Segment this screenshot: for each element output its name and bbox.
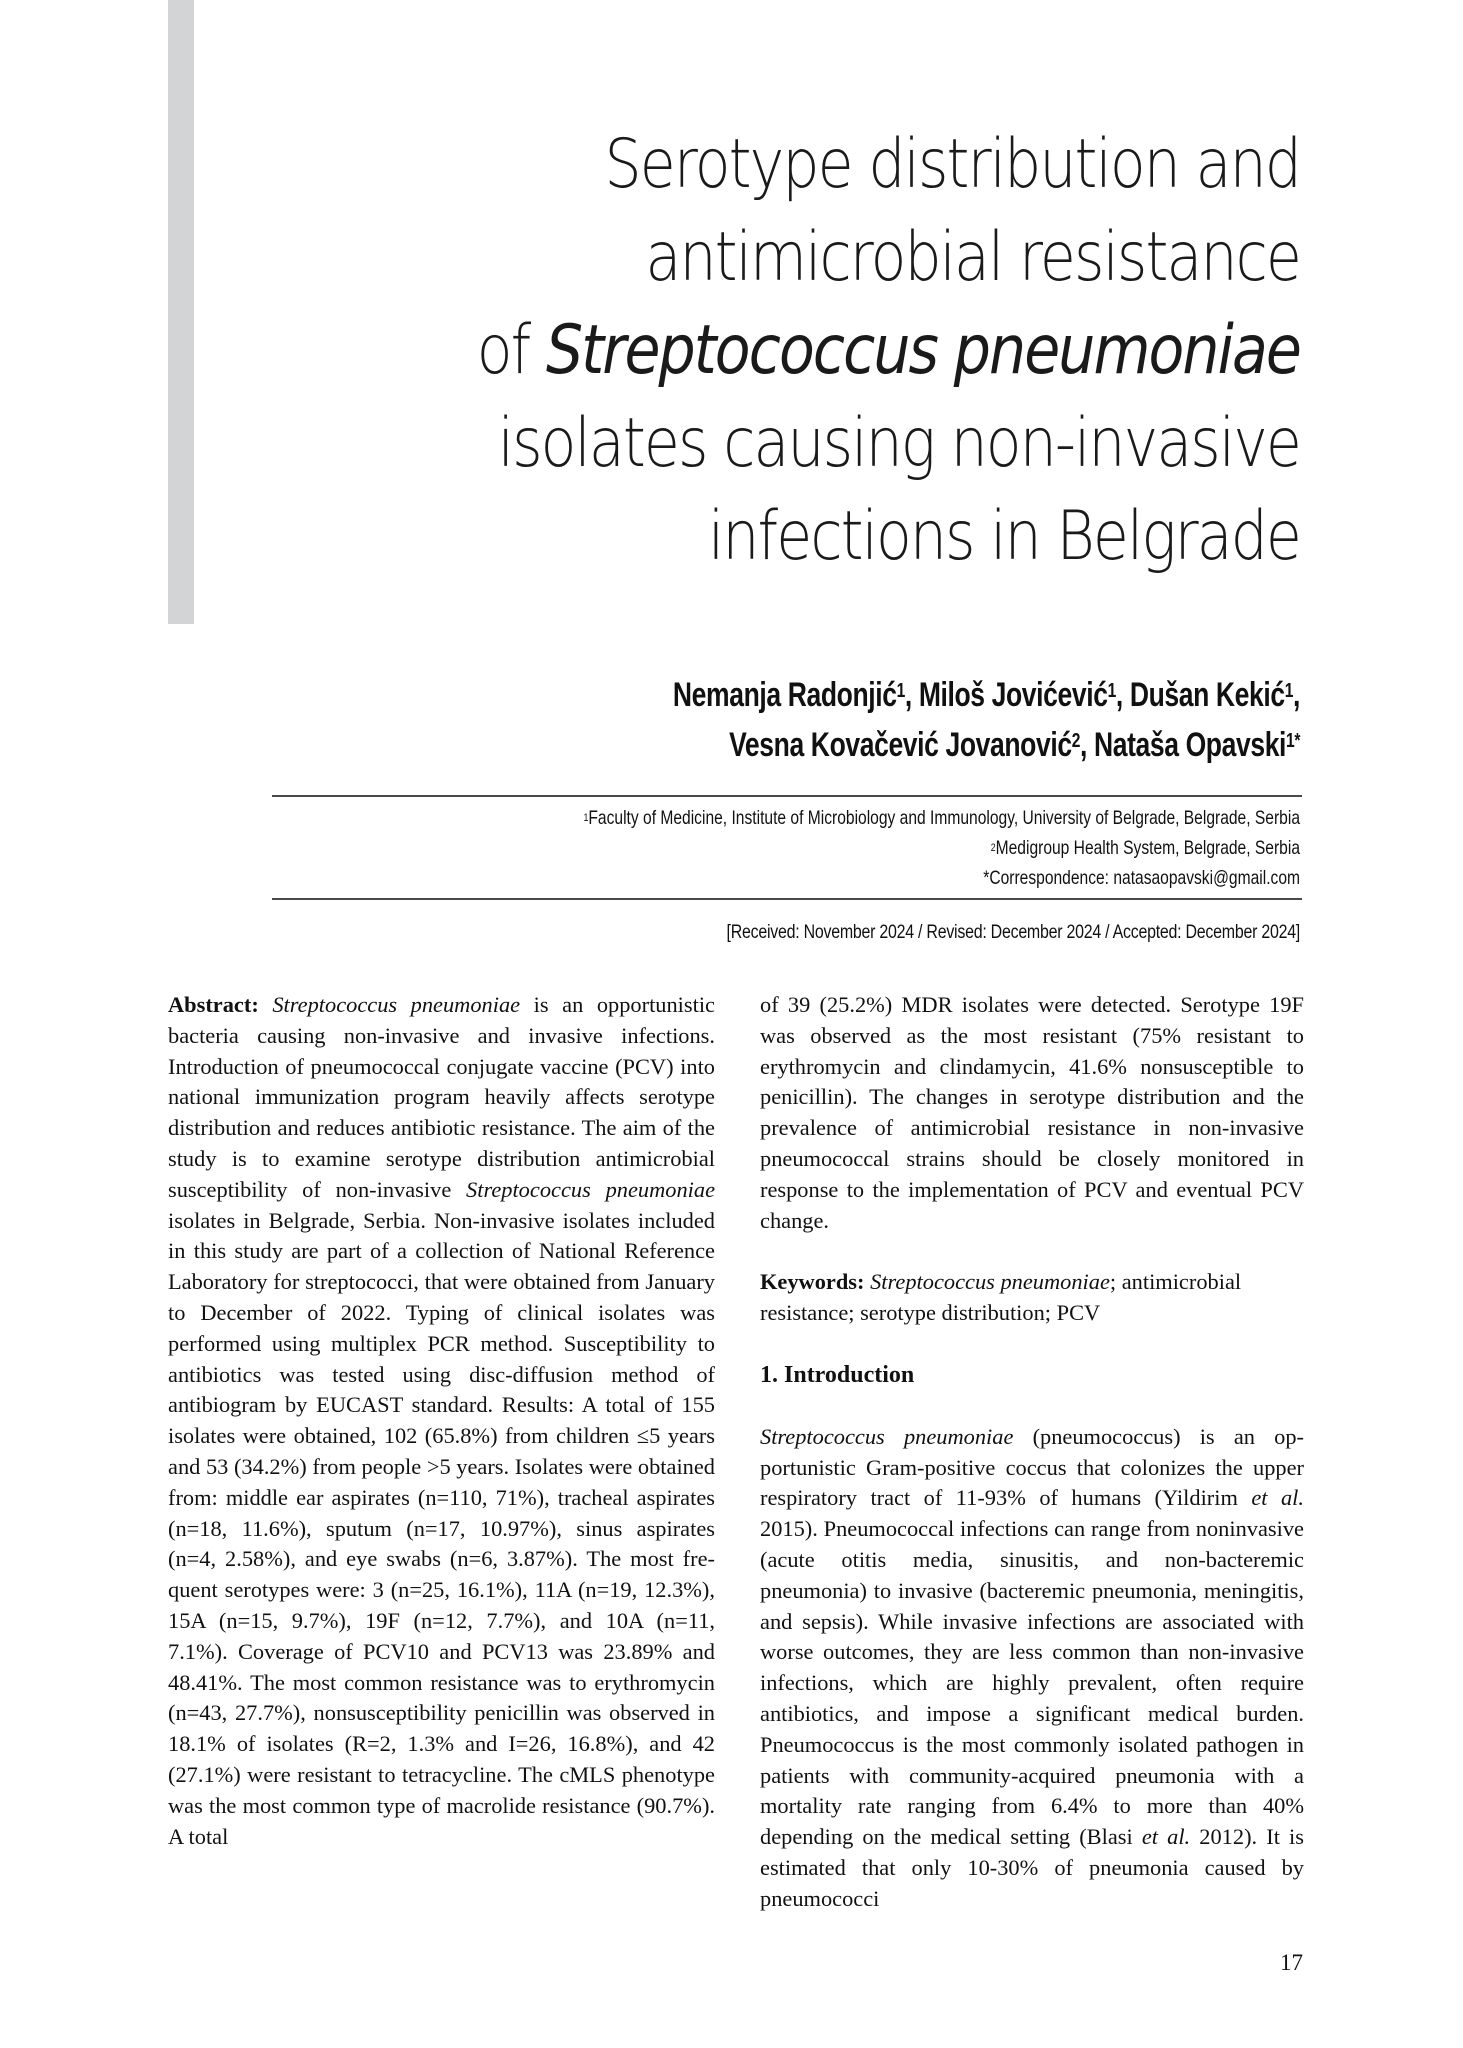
title-line: Serotype distribution and: [604, 125, 1300, 204]
title-line: [440, 304, 1300, 397]
author-separator: ,: [904, 676, 919, 714]
affiliation: [500, 833, 1300, 863]
et-al-italic: et al.: [1141, 1824, 1191, 1850]
page-number: 17: [1280, 1950, 1303, 1975]
author-separator: ,: [1079, 726, 1094, 764]
title-text: of: [476, 311, 547, 390]
author-separator: ,: [1115, 676, 1130, 714]
author-affil-sup: 1: [1107, 680, 1116, 702]
column-right: [760, 990, 1304, 1915]
author-affil-sup: 1: [896, 680, 905, 702]
correspondence: [500, 863, 1300, 893]
author-affil-sup: 2: [1071, 730, 1080, 752]
decorative-side-bar: [168, 0, 194, 624]
species-italic: Streptococcus pneumoniae: [466, 1176, 716, 1202]
article-title: [440, 118, 1300, 583]
column-left: [168, 990, 715, 1852]
author-list: [520, 670, 1300, 770]
title-line: isolates causing non-invasive: [497, 404, 1300, 483]
author-name: Dušan Kekić: [1129, 676, 1285, 714]
affiliation: [500, 803, 1300, 833]
author-affil-sup: 1: [1284, 680, 1294, 702]
divider-rule: [272, 795, 1302, 797]
title-line: infections in Belgrade: [708, 497, 1300, 576]
submission-dates: [Received: November 2024 / Revised: December 2024 / Accepted: December 2024]: [726, 922, 1300, 943]
author-name: Nataša Opavski: [1093, 726, 1287, 764]
introduction-paragraph: [760, 1422, 1304, 1915]
section-heading-introduction: 1. Introduction: [760, 1361, 915, 1388]
abstract-label: Abstract:: [168, 992, 259, 1017]
correspondence-text: *Correspondence: natasaopavski@gmail.com: [983, 867, 1300, 889]
affiliation-sup: 2: [990, 842, 996, 854]
keywords-text: ; antimicrobial resistance; serotype distribution; PCV: [760, 1269, 1242, 1326]
et-al-italic: et al.: [1251, 1485, 1304, 1511]
abstract: [168, 990, 715, 1852]
affiliation-sup: 1: [583, 812, 589, 824]
keywords: [760, 1267, 1304, 1329]
species-italic: Streptococcus pneumoniae: [272, 992, 521, 1017]
abstract-continuation: of 39 (25.2%) MDR isolates were detected. Serotype 19F was observed as the most resistant (75% resistant to erythromycin and clindamycin, 41.6% nonsusceptible to penicillin). The changes in serotype distribution and the prevalence of antimicrobial resistance in non-invasive pneumococcal strains should be closely monitored in response to the implementation of PCV and eventual PCV change.: [760, 992, 1304, 1233]
intro-text: (pneumococcus) is an opportunistic Gram-positive coccus that colonizes the upper respiratory tract of 11-93% of humans (Yildirim: [760, 1423, 1304, 1511]
affiliation-text: Medigroup Health System, Belgrade, Serbia: [995, 837, 1300, 859]
species-italic: Streptococcus pneumoniae: [870, 1269, 1110, 1295]
affiliations: [500, 803, 1300, 893]
intro-text: 2015). Pneumococcal infections can range from noninvasive (acute otitis media, sinusitis, and non-bacteremic pneumonia) to invasive (bacteremic pneumonia, meningitis, and sepsis). While invasive infections are associated with worse outcomes, they are less common than non-invasive infections, which are highly prevalent, often require antibiotics, and impose a significant medical burden. Pneumococcus is the most commonly isolated pathogen in patients with community-acquired pneumonia with a mortality rate ranging from 6.4% to more than 40% depending on the medical setting (Blasi: [760, 1516, 1304, 1850]
species-italic: Streptococcus pneumoniae: [760, 1423, 1014, 1449]
author-name: Miloš Jovićević: [918, 676, 1108, 714]
abstract-text: is an opportunistic bacteria causing non-invasive and invasive infections. Introduction of pneumococcal conjugate vaccine (PCV) into national immunization program heavily affects serotype distribution and reduces antibiotic resistance. The aim of the study is to examine serotype distribution antimicrobial susceptibility of non-invasive: [168, 992, 715, 1202]
title-line: antimicrobial resistance: [645, 218, 1300, 297]
intro-text: 2012). It is estimated that only 10-30% of pneumonia caused by pneumococci: [760, 1824, 1304, 1911]
author-line: [520, 670, 1300, 720]
author-line: [520, 720, 1300, 770]
author-name: Vesna Kovačević Jovanović: [729, 726, 1072, 764]
author-name: Nemanja Radonjić: [672, 676, 897, 714]
author-separator: ,: [1293, 676, 1300, 714]
title-species-italic: Streptococcus pneumoniae: [546, 311, 1300, 390]
affiliation-text: Faculty of Medicine, Institute of Microbiology and Immunology, University of Belgrade, Belgrade, Serbia: [588, 807, 1300, 829]
author-affil-sup: 1*: [1286, 730, 1300, 752]
abstract-text: isolates in Belgrade, Serbia. Non-invasive isolates included in this study are part of a collection of National Reference Laboratory for streptococci, that were obtained from January to December of 2022. Typing of clinical isolates was performed using multiplex PCR method. Susceptibility to antibiotics was tested using disc-diffusion method of antibiogram by EUCAST standard. Results: A total of 155 isolates were obtained, 102 (65.8%) from children ≤5 years and 53 (34.2%) from people >5 years. Isolates were obtained from: middle ear aspirates (n=110, 71%), tracheal aspirates (n=18, 11.6%), sputum (n=17, 10.97%), sinus aspirates (n=4, 2.58%), and eye swabs (n=6, 3.87%). The most frequent serotypes were: 3 (n=25, 16.1%), 11A (n=19, 12.3%), 15A (n=15, 9.7%), 19F (n=12, 7.7%), and 10A (n=11, 7.1%). Coverage of PCV10 and PCV13 was 23.89% and 48.41%. The most common resistance was to erythromycin (n=43, 27.7%), nonsusceptibility penicillin was observed in 18.1% of isolates (R=2, 1.3% and I=26, 16.8%), and 42 (27.1%) were resistant to tetracycline. The cMLS phenotype was the most common type of macrolide resistance (90.7%). A total: [168, 1207, 715, 1849]
keywords-label: Keywords:: [760, 1269, 865, 1295]
divider-rule: [272, 898, 1302, 900]
